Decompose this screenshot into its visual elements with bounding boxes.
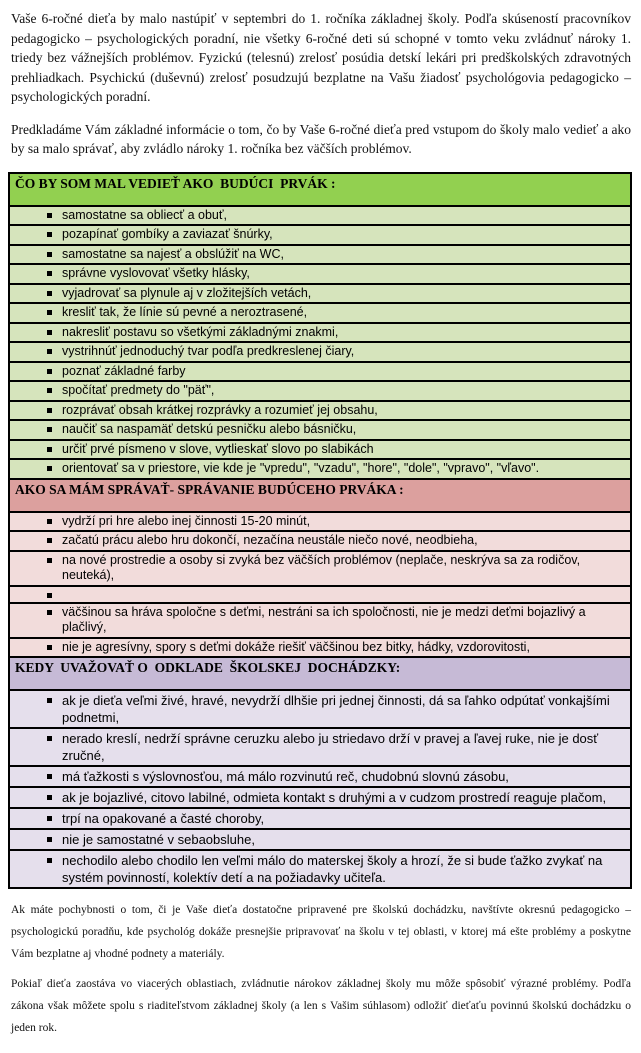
list-item-text: rozprávať obsah krátkej rozprávky a rozumieť jej obsahu, [62,402,378,417]
bullet-square-icon [47,610,52,615]
list-item [8,304,632,324]
list-item [8,830,632,851]
list-item-text: nie je agresívny, spory s deťmi dokáže riešiť väčšinou bez bitky, hádky, vzdorovitosti, [62,639,530,654]
list-item-text: začatú prácu alebo hru dokončí, nezačína neustále niečo nové, neodbieha, [62,533,478,547]
bullet-square-icon [47,330,52,335]
list-item [8,246,632,266]
bullet-square-icon [47,858,52,863]
list-item-text: vystrihnúť jednoduchý tvar podľa predkreslenej čiary, [62,344,355,358]
bullet-square-icon [47,447,52,452]
section-postpone [8,658,632,889]
list-item-text: väčšinou sa hráva spoločne s deťmi, nestráni sa ich spoločnosti, nie je medzi deťmi bojazlivý a plačlivý, [62,604,586,634]
list-item [8,691,632,729]
bullet-square-icon [47,427,52,432]
list-item [8,324,632,344]
list-item-text: správne vyslovovať všetky hlásky, [62,266,250,280]
section-title: AKO SA MÁM SPRÁVAŤ- SPRÁVANIE BUDÚCEHO PRVÁKA : [8,480,632,513]
list-item [8,513,632,533]
bullet-square-icon [47,519,52,524]
list-item [8,382,632,402]
list-item-text: nechodilo alebo chodilo len veľmi málo do materskej školy a hrozí, že si bude ťažko zvykať na systém povinností, kolektív detí a na požiadavky učiteľa. [62,853,603,885]
bullet-square-icon [47,466,52,471]
list-item [8,639,632,659]
list-item [8,851,632,889]
list-item-text: pozapínať gombíky a zaviazať šnúrky, [62,227,273,241]
list-item-text: spočítať predmety do "päť", [62,383,215,397]
list-item [8,226,632,246]
list-item-text: trpí na opakované a časté choroby, [62,811,265,826]
bullet-square-icon [47,736,52,741]
list-item [8,402,632,422]
list-item [8,729,632,767]
list-item-text: naučiť sa naspamäť detskú pesničku alebo básničku, [62,422,357,436]
bullet-square-icon [47,369,52,374]
section-know [8,172,632,480]
list-item-text: vydrží pri hre alebo inej činnosti 15-20 minút, [62,513,311,528]
bullet-square-icon [47,816,52,821]
list-item-text: nerado kreslí, nedrží správne ceruzku alebo ju striedavo drží v pravej a ľavej ruke, nie je dosť zručné, [62,731,599,763]
list-item-text: poznať základné farby [62,363,186,378]
bullet-square-icon [47,837,52,842]
list-item [8,604,632,639]
section-title: ČO BY SOM MAL VEDIEŤ AKO BUDÚCI PRVÁK : [8,172,632,207]
list-item-text: na nové prostredie a osoby si zvyká bez väčších problémov (neplače, neskrýva sa za rodičov, neuteká), [62,552,581,582]
list-item-text: nakresliť postavu so všetkými základnými znakmi, [62,324,339,339]
bullet-square-icon [47,232,52,237]
bullet-square-icon [47,645,52,650]
list-item [8,265,632,285]
list-item [8,532,632,552]
bullet-square-icon [47,558,52,563]
list-item [8,552,632,587]
list-item [8,285,632,305]
list-item-text: ak je dieťa veľmi živé, hravé, nevydrží dlhšie pri jednej činnosti, dá sa ľahko odpútať vonkajšími podnetmi, [62,693,610,725]
list-item [8,809,632,830]
list-item-text: ak je bojazlivé, citovo labilné, odmieta kontakt s druhými a v cudzom prostredí reaguje plačom, [62,790,607,805]
list-item [8,441,632,461]
bullet-square-icon [47,252,52,257]
bullet-square-icon [47,538,52,543]
list-item-text: určiť prvé písmeno v slove, vytlieskať slovo po slabikách [62,441,374,456]
intro-paragraph-1: Vaše 6-ročné dieťa by malo nastúpiť v septembri do 1. ročníka základnej školy. Podľa skúseností pracovníkov pedagogicko – psychologických poradní, nie všetky 6-ročné deti sú schopné v tomto veku zvládnuť nároky 1. triedy bez vážnejších problémov. Fyzickú (telesnú) zrelosť posúdia detskí lekári pri predškolských zdravotných prehliadkach. Psychickú (duševnú) zrelosť posudzujú bezplatne na Vašu žiadosť psychológovia pedagogicko – psychologických poradní. [11,11,631,104]
bullet-square-icon [47,388,52,393]
bullet-square-icon [47,593,52,598]
list-item-text: orientovať sa v priestore, vie kde je "vpredu", "vzadu", "hore", "dole", "vpravo", "vľavo". [62,461,540,475]
intro-paragraph-2: Predkladáme Vám základné informácie o tom, čo by Vaše 6-ročné dieťa pred vstupom do školy malo vedieť a ako by sa malo správať, aby zvládlo nároky 1. ročníka bez väčších problémov. [11,121,631,156]
bullet-square-icon [47,271,52,276]
list-item [8,460,632,480]
list-item [8,767,632,788]
bullet-square-icon [47,774,52,779]
list-item [8,343,632,363]
bullet-square-icon [47,310,52,315]
closing-paragraph-1: Ak máte pochybnosti o tom, či je Vaše dieťa dostatočne pripravené pre školskú dochádzku, navštívte okresnú pedagogicko – psychologickú poradňu, kde psychológ dokáže presnejšie pripravovať na školu v tej oblasti, v ktorej má ešte problémy a poskytne Vám bezplatne aj vhodné podnety a materiály. [11,904,631,960]
bullet-square-icon [47,408,52,413]
list-item-text: samostatne sa obliecť a obuť, [62,207,228,222]
section-title: KEDY UVAŽOVAŤ O ODKLADE ŠKOLSKEJ DOCHÁDZKY: [8,658,632,691]
bullet-square-icon [47,349,52,354]
bullet-square-icon [47,698,52,703]
list-item [8,587,632,604]
bullet-square-icon [47,795,52,800]
list-item-text: nie je samostatné v sebaobsluhe, [62,832,255,847]
closing-paragraph-2: Pokiaľ dieťa zaostáva vo viacerých oblastiach, zvládnutie nárokov základnej školy mu môže spôsobiť výrazné problémy. Podľa zákona však môžete spolu s riaditeľstvom základnej školy (a len s Vašim súhlasom) odložiť dieťaťu povinnú školskú dochádzku o jeden rok. [11,978,631,1034]
list-item [8,788,632,809]
list-item-text: samostatne sa najesť a obslúžiť na WC, [62,246,284,261]
bullet-square-icon [47,213,52,218]
list-item [8,421,632,441]
list-item-text: vyjadrovať sa plynule aj v zložitejších vetách, [62,285,312,300]
list-item [8,363,632,383]
list-item [8,207,632,227]
list-item-text: kresliť tak, že línie sú pevné a neroztrasené, [62,305,308,319]
list-item-text: má ťažkosti s výslovnosťou, má málo rozvinutú reč, chudobnú slovnú zásobu, [62,769,509,784]
section-behave [8,480,632,659]
bullet-square-icon [47,291,52,296]
checklist-tables [8,172,632,890]
